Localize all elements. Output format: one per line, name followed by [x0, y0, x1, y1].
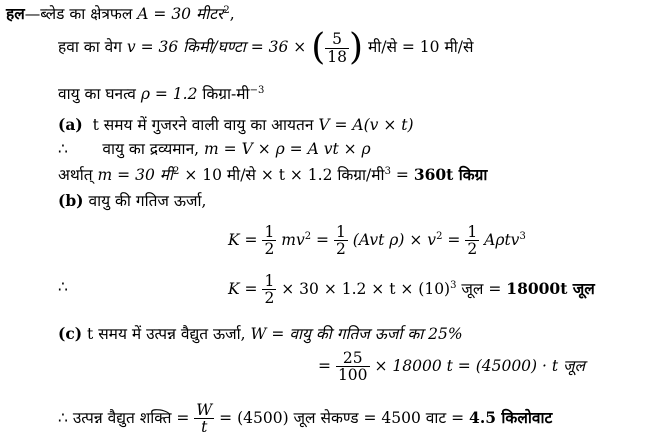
line-7 [58, 193, 206, 210]
line-4-eq: V = A(v × t) [318, 116, 414, 134]
line-3-unit: किग्रा-मी [202, 85, 250, 103]
line-6-eq2: × 10 मी/से × t × 1.2 किग्रा/मी [184, 166, 385, 184]
line-6-eq3: = [395, 166, 409, 184]
line-8-eq2: = [447, 230, 461, 249]
line-5 [58, 142, 371, 158]
line-3-eq: ρ = 1.2 [140, 85, 198, 103]
line-1-sup: 2 [223, 5, 230, 16]
line-11-eq: = [318, 356, 331, 375]
line-11-num: 25 [336, 350, 370, 367]
line-2-post: मी/से = 10 मी/से [367, 38, 474, 56]
frac2-den: 2 [335, 240, 346, 259]
line-9-sup: 3 [450, 279, 457, 291]
line-11-rest: × 18000 t = (45000) · t जूल [374, 356, 586, 375]
line-6-eq1: m = 30 मी [97, 166, 174, 184]
line-2-num: 5 [325, 31, 349, 48]
line-7-text: वायु की गतिज ऊर्जा, [88, 192, 207, 210]
line-12-num: W [196, 401, 213, 419]
line-1-text: —ब्लेड का क्षेत्रफल [24, 5, 133, 23]
answer-mass: 360t किग्रा [413, 165, 488, 184]
line-12 [58, 402, 552, 436]
therefore-symbol-2: ∴ [58, 278, 68, 296]
line-2-text: हवा का वेग [58, 38, 122, 56]
frac1-den: 2 [264, 240, 275, 259]
line-8-s1: 2 [304, 230, 312, 242]
line-2-fraction: ( $\frac{5}{18}$ ) [311, 27, 364, 68]
line-9-sym-wrap [58, 280, 68, 296]
line-8-frac3 [465, 224, 479, 258]
frac3-num: 1 [467, 223, 478, 241]
line-3-text: वायु का घनत्व [58, 85, 136, 103]
line-9-num: 1 [264, 272, 275, 290]
line-8-eq: = [316, 230, 330, 249]
line-6-sup2: 3 [384, 166, 391, 177]
line-8-a: mv [281, 230, 305, 249]
line-11-frac [336, 350, 370, 384]
line-2 [58, 27, 474, 68]
line-6-sup1: 2 [173, 166, 180, 177]
line-2-den: 18 [327, 47, 347, 66]
line-12-frac [194, 402, 214, 436]
line-6-pre: अर्थात् [58, 166, 93, 184]
line-5-eq: m = V × ρ = A vt × ρ [204, 140, 371, 158]
line-8-s3: 3 [519, 230, 526, 242]
line-3-sup: −3 [249, 85, 265, 96]
line-12-rest: = (4500) जूल सेकण्ड = 4500 वाट = [219, 408, 465, 427]
answer-power: 4.5 किलोवाट [469, 407, 553, 427]
solution-heading: हल [6, 4, 25, 23]
line-1-end: , [229, 5, 235, 23]
line-6 [58, 167, 487, 184]
line-9 [228, 273, 595, 307]
line-5-text: वायु का द्रव्यमान, [102, 140, 200, 158]
line-1-eq: A = 30 मीटर [137, 5, 224, 23]
line-8-s2: 2 [436, 230, 443, 242]
line-4-text: t समय में गुजरने वाली वायु का आयतन [92, 116, 314, 134]
line-9-unit: जूल = [461, 279, 502, 298]
line-10-text: t समय में उत्पन्न वैद्युत ऊर्जा, [87, 325, 246, 343]
frac1-num: 1 [264, 223, 275, 241]
therefore-symbol-3: ∴ [58, 408, 68, 427]
line-4 [58, 117, 414, 134]
part-a-label: (a) [58, 115, 83, 134]
part-c-label: (c) [58, 324, 83, 343]
frac3-den: 2 [467, 240, 478, 259]
therefore-symbol: ∴ [58, 140, 68, 158]
line-12-den: t [201, 418, 208, 437]
line-8-frac1 [262, 224, 276, 258]
line-11 [318, 350, 585, 384]
line-8-k: K = [228, 230, 258, 249]
line-3 [58, 87, 264, 103]
part-b-label: (b) [58, 191, 84, 210]
line-10-eq: W = वायु की गतिज ऊर्जा का 25% [250, 325, 463, 343]
line-8-c: Aρtv [484, 230, 520, 249]
line-8 [228, 224, 526, 258]
answer-energy: 18000t जूल [506, 278, 595, 298]
line-9-k: K = [228, 279, 258, 298]
line-1 [6, 6, 235, 23]
frac2-num: 1 [335, 223, 346, 241]
line-10 [58, 326, 463, 343]
line-9-frac [262, 273, 276, 307]
line-8-b: (Avt ρ) × v [352, 230, 437, 249]
line-12-text: उत्पन्न वैद्युत शक्ति = [72, 408, 190, 427]
line-9-den: 2 [264, 289, 275, 308]
line-8-frac2 [334, 224, 348, 258]
line-9-a: × 30 × 1.2 × t × (10) [281, 279, 451, 298]
line-11-den: 100 [337, 366, 368, 385]
line-2-eq: v = 36 किमी/घण्टा = 36 × [126, 38, 307, 56]
